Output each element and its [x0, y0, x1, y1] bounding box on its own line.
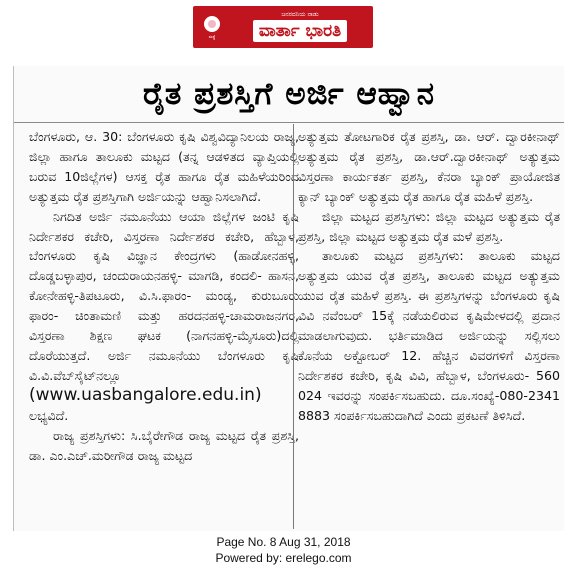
- url-suffix: ಲಭ್ಯವಿದೆ.: [29, 407, 69, 423]
- article-column-right: [298, 127, 560, 426]
- logo-emblem-icon: [204, 16, 220, 32]
- newspaper-masthead: [193, 6, 373, 48]
- article-paragraph: ತಾಲೂಕು ಮಟ್ಟದ ಪ್ರಶಸ್ತಿಗಳು: ತಾಲೂಕು ಮಟ್ಟದ ಅತ್ಯುತ್ತಮ ಯುವ ರೈತ ಪ್ರಶಸ್ತಿ, ತಾಲೂಕು ಮಟ್ಟದ ಅತ್ಯುತ್ತಮ ಯುವ ರೈತ ಮಹಿಳೆ ಪ್ರಶಸ್ತಿ. ಈ ಪ್ರಶಸ್ತಿಗಳನ್ನು ಬೆಂಗಳೂರು ಕೃಷಿ ವಿವಿ ನವೆಂಬರ್ 15ಕ್ಕೆ ನಡೆಯಲಿರುವ ಕೃಷಿಮೇಳದಲ್ಲಿ ಪ್ರದಾನ ಮಾಡಲಾಗುವುದು. ಭರ್ತಿಮಾಡಿದ ಅರ್ಜಿಯನ್ನು ಸಲ್ಲಿಸಲು ಕೊನೆಯ ಅಕ್ಟೋಬರ್ 12. ಹೆಚ್ಚಿನ ವಿವರಗಳಿಗೆ ವಿಸ್ತರಣಾ ನಿರ್ದೇಶಕರ ಕಚೇರಿ, ಕೃಷಿ ವಿವಿ, ಹೆಬ್ಬಾಳ, ಬೆಂಗಳೂರು- 560 024 ಇವರನ್ನು ಸಂಪರ್ಕಿಸಬಹುದು. ದೂ.ಸಂಖ್ಯೆ-080-2341 8883 ಸಂಪರ್ಕಿಸಬಹುದಾಗಿದೆ ಎಂದು ಪ್ರಕಟಣೆ ತಿಳಿಸಿದೆ.: [298, 248, 560, 423]
- headline-divider: [14, 122, 564, 123]
- article-column-left: [29, 127, 299, 465]
- newspaper-logo: [197, 9, 227, 45]
- article-paragraph: ಜಿಲ್ಲಾ ಮಟ್ಟದ ಪ್ರಶಸ್ತಿಗಳು: ಜಿಲ್ಲಾ ಮಟ್ಟದ ಅತ್ಯುತ್ತಮ ರೈತ ಪ್ರಶಸ್ತಿ, ಜಿಲ್ಲಾ ಮಟ್ಟದ ಅತ್ಯುತ್ತಮ ರೈತ ಮಳೆ ಪ್ರಶಸ್ತಿ.: [298, 208, 560, 244]
- masthead-text: [227, 10, 373, 42]
- article-paragraph-text: ನಿಗದಿತ ಅರ್ಜಿ ನಮೂನೆಯು ಆಯಾ ಜಿಲ್ಲೆಗಳ ಜಂಟಿ ಕೃಷಿ ನಿರ್ದೇಶಕರ ಕಚೇರಿ, ವಿಸ್ತರಣಾ ನಿರ್ದೇಶಕರ ಕಚೇರಿ, ಹೆಬ್ಬಾಳ, ಬೆಂಗಳೂರು ಕೃಷಿ ವಿಜ್ಞಾನ ಕೇಂದ್ರಗಳು (ಹಾಡೋನಹಳ್ಳಿ, ದೊಡ್ಡಬಳ್ಳಾಪುರ, ಚಂದುರಾಯನಹಳ್ಳಿ- ಮಾಗಡಿ, ಕಂದಲಿ- ಹಾಸನ, ಕೋನೇಹಳ್ಳಿ-ತಿಪಟೂರು, ವಿ.ಸಿ.ಫಾರಂ- ಮಂಡ್ಯ, ಕುರುಬೂರು ಫಾರಂ- ಚಿಂತಾಮಣಿ ಮತ್ತು ಹರದನಹಳ್ಳಿ-ಚಾಮರಾಜನಗರ, ವಿಸ್ತರಣಾ ಶಿಕ್ಷಣ ಘಟಕ (ನಾಗನಹಳ್ಳಿ-ಮೈಸೂರು)ದಲ್ಲಿ ದೊರೆಯುತ್ತದೆ. ಅರ್ಜಿ ನಮೂನೆಯು ಬೆಂಗಳೂರು ಕೃಷಿ ವಿ.ವಿ.ವೆಬ್‌ಸೈಟ್‌ನಲ್ಲೂ: [29, 208, 299, 383]
- logo-caption: ಸಂಸ್ಥೆ: [208, 33, 216, 39]
- article-paragraph: ರಾಜ್ಯ ಪ್ರಶಸ್ತಿಗಳು: ಸಿ.ಬೈರೇಗೌಡ ರಾಜ್ಯ ಮಟ್ಟದ ರೈತ ಪ್ರಶಸ್ತಿ, ಡಾ. ಎಂ.ಎಚ್.ಮರೀಗೌಡ ರಾಜ್ಯ ಮಟ್ಟದ: [29, 427, 299, 463]
- powered-by: [0, 551, 567, 565]
- column-divider: [293, 124, 294, 529]
- page-info: Page No. 8 Aug 31, 2018: [216, 535, 351, 549]
- newspaper-name: ವಾರ್ತಾ ಭಾರತಿ: [253, 20, 347, 42]
- article-paragraph: [29, 207, 299, 426]
- powered-by-link[interactable]: Powered by: erelego.com: [215, 551, 352, 565]
- article-headline: ರೈತ ಪ್ರಶಸ್ತಿಗೆ ಅರ್ಜಿ ಆಹ್ವಾನ: [143, 75, 435, 112]
- masthead-tagline: ಜನರದನಿಯ ನಾಡು: [281, 10, 319, 18]
- article-paragraph: ಬೆಂಗಳೂರು, ಆ. 30: ಬೆಂಗಳೂರು ಕೃಷಿ ವಿಶ್ವವಿದ್ಯಾನಿಲಯ ರಾಜ್ಯ, ಜಿಲ್ಲಾ ಹಾಗೂ ತಾಲೂಕು ಮಟ್ಟದ (ತನ್ನ ಆಡಳಿತದ ವ್ಯಾಪ್ತಿಯಲ್ಲಿ ಬರುವ 10ಜಿಲ್ಲೆಗಳ) ಆಸಕ್ತ ರೈತ ಹಾಗೂ ರೈತ ಮಹಿಳೆಯರಿಂದ ಅತ್ಯುತ್ತಮ ರೈತ ಪ್ರಶಸ್ತಿಗಾಗಿ ಅರ್ಜಿಯನ್ನು ಆಹ್ವಾನಿಸಲಾಗಿದೆ.: [29, 129, 299, 204]
- article-clipping: [13, 66, 564, 531]
- website-link[interactable]: (www.uasbangalore.edu.in): [29, 384, 262, 405]
- article-paragraph: ಅತ್ಯುತ್ತಮ ತೋಟಗಾರಿಕ ರೈತ ಪ್ರಶಸ್ತಿ, ಡಾ. ಆರ್. ದ್ವಾರಕೀನಾಥ್ ಅತ್ಯುತ್ತಮ ರೈತ ಪ್ರಶಸ್ತಿ, ಡಾ.ಆರ್.ದ್ವಾರಕೀನಾಥ್ ಅತ್ಯುತ್ತಮ ವಿಸ್ತರಣಾ ಕಾರ್ಯಕರ್ತ ಪ್ರಶಸ್ತಿ, ಕೆನರಾ ಬ್ಯಾಂಕ್ ಪ್ರಾಯೋಜಿತ ಕ್ಯಾನ್ ಬ್ಯಾಂಕ್ ಅತ್ಯುತ್ತಮ ರೈತ ಹಾಗೂ ರೈತ ಮಹಿಳೆ ಪ್ರಶಸ್ತಿ.: [298, 129, 560, 204]
